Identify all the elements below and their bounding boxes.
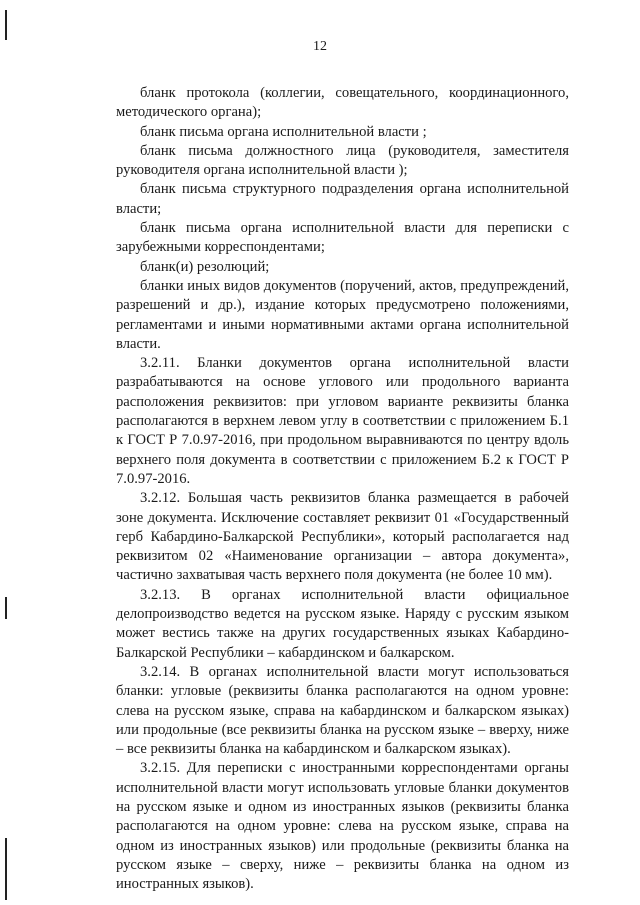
paragraph: бланки иных видов документов (поручений, актов, предупреждений, разрешений и др.), издание которых предусмотрено положениями, регламентами и иными нормативными актами органа исполнительной власти.	[116, 277, 569, 352]
scan-edge-mark	[5, 10, 7, 40]
paragraph: 3.2.14. В органах исполнительной власти могут использоваться бланки: угловые (реквизиты бланка располагаются на одном уровне: слева на русском языке, справа на кабардинском и балкарском языках) или продольные (все реквизиты бланка на русском языке – вверху, ниже – все реквизиты бланка на кабардинском и балкарском языках).	[116, 663, 569, 758]
paragraph: 3.2.15. Для переписки с иностранными корреспондентами органы исполнительной власти могут использовать угловые бланки документов на русском языке и одном из иностранных языков (реквизиты бланка располагаются на одном уровне: слева на русском языке, справа на одном из иностранных языков) или продольные (реквизиты бланка на русском языке – сверху, ниже – реквизиты бланка на одном из иностранных языков).	[116, 760, 569, 893]
paragraph: 3.2.11. Бланки документов органа исполнительной власти разрабатываются на основе углового или продольного варианта расположения реквизитов: при угловом варианте реквизиты бланка располагаются в верхнем левом углу в соответствии с приложением Б.1 к ГОСТ Р 7.0.97-2016, при продольном выравниваются по центру вдоль верхнего поля документа в соответствии с приложением Б.2 к ГОСТ Р 7.0.97-2016.	[116, 355, 569, 487]
paragraph: бланк письма структурного подразделения органа исполнительной власти;	[116, 181, 569, 217]
paragraph: бланк протокола (коллегии, совещательного, координационного, методического органа);	[116, 85, 569, 121]
document-body	[116, 84, 569, 894]
scan-edge-mark	[5, 597, 7, 619]
scan-edge-mark	[5, 838, 7, 900]
page-number: 12	[313, 39, 327, 54]
paragraph: 3.2.13. В органах исполнительной власти официальное делопроизводство ведется на русском языке. Наряду с русским языком может вестись также на других государственных языках Кабардино-Балкарской Республики – кабардинском и балкарском.	[116, 586, 569, 661]
paragraph: 3.2.12. Большая часть реквизитов бланка размещается в рабочей зоне документа. Исключение составляет реквизит 01 «Государственный герб Кабардино-Балкарской Республики», который располагается над реквизитом 02 «Наименование организации – автора документа», частично захватывая часть верхнего поля документа (не более 10 мм).	[116, 490, 569, 584]
paragraph: бланк письма органа исполнительной власти ;	[140, 123, 427, 140]
paragraph: бланк письма должностного лица (руководителя, заместителя руководителя органа исполнительной власти );	[116, 142, 569, 179]
paragraph: бланк(и) резолюций;	[140, 258, 270, 275]
paragraph: бланк письма органа исполнительной власти для переписки с зарубежными корреспондентами;	[116, 220, 569, 256]
